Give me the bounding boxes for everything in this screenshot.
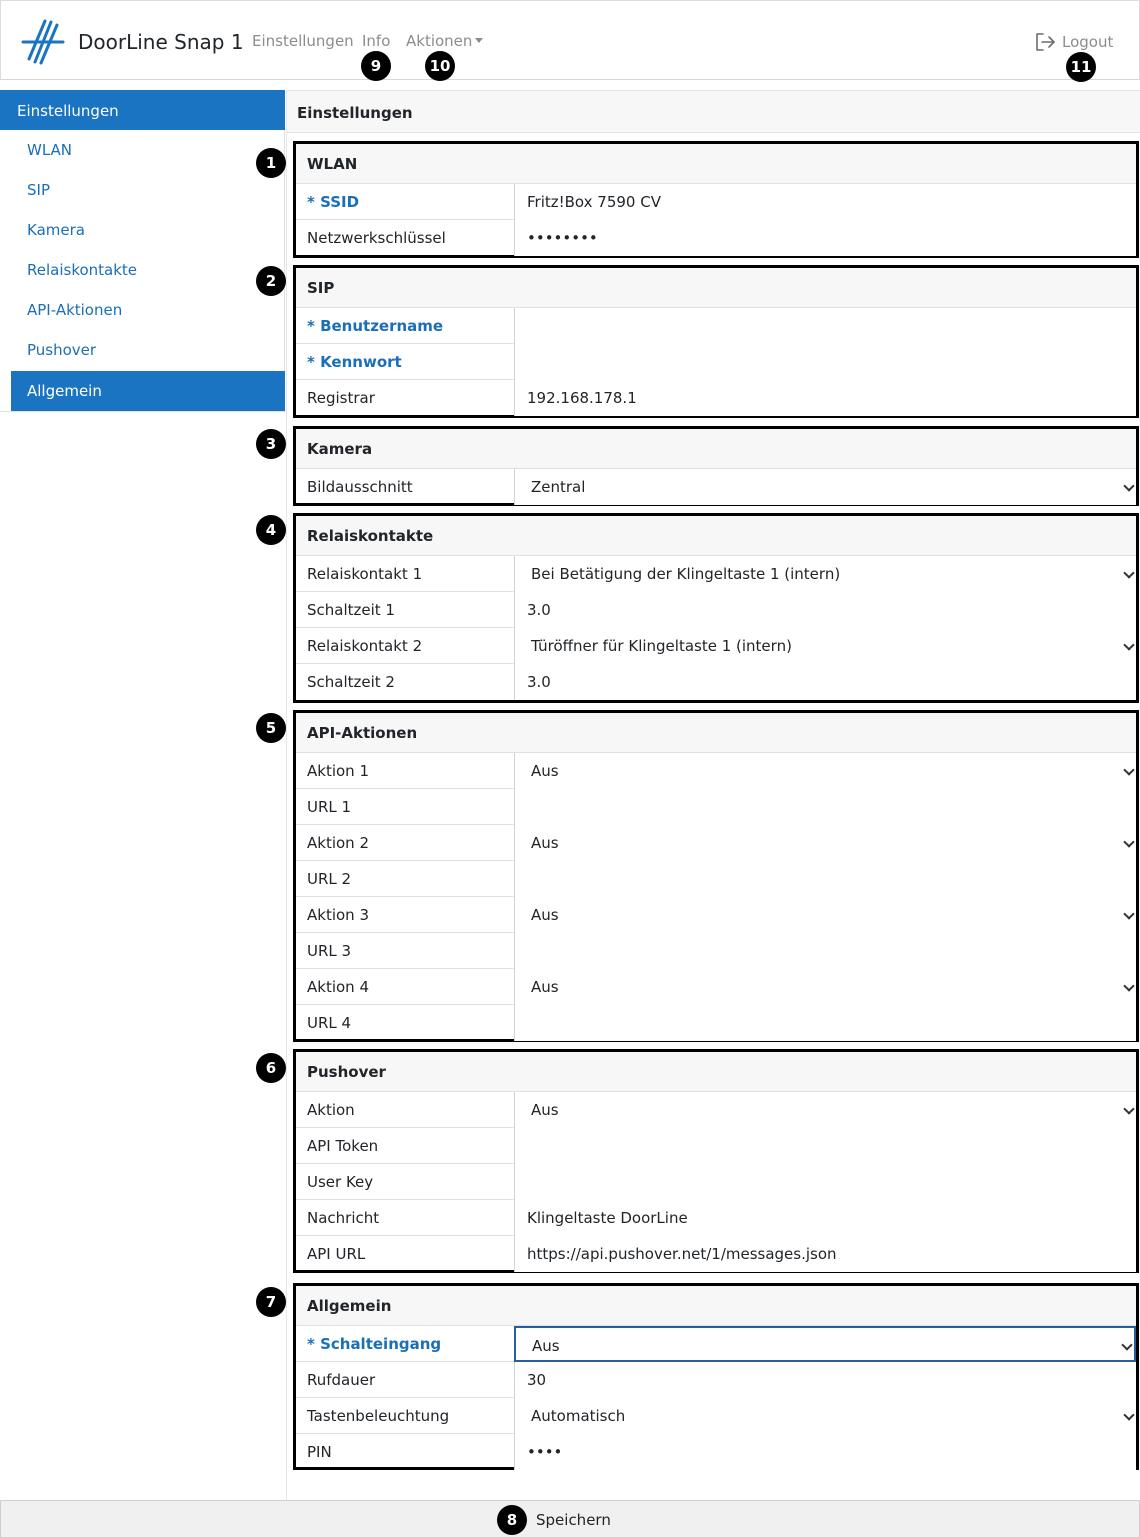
sidebar-item-pushover[interactable]: Pushover [27, 341, 97, 359]
form-row-url-1 [296, 789, 1136, 825]
username-label: * Benutzername [307, 317, 444, 335]
action-2-select[interactable] [514, 825, 1136, 861]
password-input[interactable] [514, 344, 1136, 380]
ssid-label: * SSID [307, 193, 360, 211]
switch-time-1-input[interactable]: 3.0 [514, 592, 1136, 628]
registrar-input[interactable]: 192.168.178.1 [514, 380, 1136, 416]
pin-input[interactable]: •••• [514, 1434, 1136, 1470]
registrar-label: Registrar [307, 389, 375, 407]
switch-input-label: * Schalteingang [307, 1335, 442, 1353]
save-button[interactable]: Speichern [536, 1511, 611, 1529]
action-1-value: Aus [531, 762, 559, 780]
message-label: Nachricht [307, 1209, 380, 1227]
relay-1-value: Bei Betätigung der Klingeltaste 1 (intern) [531, 565, 841, 583]
form-row-switch-time-1 [296, 592, 1136, 628]
caret-down-icon [475, 38, 483, 43]
logout-icon [1034, 31, 1056, 53]
brand-name[interactable]: DoorLine Snap 1 [78, 30, 244, 54]
pushover-action-value: Aus [531, 1101, 559, 1119]
chevron-down-icon [1123, 908, 1134, 919]
section-allgemein [293, 1283, 1139, 1470]
relay-2-select[interactable] [514, 628, 1136, 664]
doorline-logo-icon[interactable] [21, 19, 65, 65]
form-row-action-1 [296, 753, 1136, 789]
chevron-down-icon [1123, 480, 1134, 491]
section-sip [293, 265, 1139, 418]
sidebar [0, 90, 285, 412]
action-4-select[interactable] [514, 969, 1136, 1005]
sidebar-item-relaiskontakte[interactable]: Relaiskontakte [27, 261, 138, 279]
form-row-pin [296, 1434, 1136, 1470]
action-3-label: Aktion 3 [307, 906, 369, 924]
pushover-action-label: Aktion [307, 1101, 355, 1119]
section-title: Relaiskontakte [296, 516, 1136, 556]
form-row-relay-2 [296, 628, 1136, 664]
section-title: Pushover [296, 1052, 1136, 1092]
nav-settings[interactable]: Einstellungen [252, 32, 354, 50]
callout-marker: 11 [1066, 52, 1096, 82]
navbar [0, 0, 1140, 80]
switch-time-2-input[interactable]: 3.0 [514, 664, 1136, 700]
url-4-label: URL 4 [307, 1014, 352, 1032]
url-1-label: URL 1 [307, 798, 352, 816]
network-key-input[interactable]: •••••••• [514, 220, 1136, 256]
form-row-password [296, 344, 1136, 380]
sidebar-item-wlan[interactable]: WLAN [27, 141, 73, 159]
action-2-label: Aktion 2 [307, 834, 369, 852]
form-row-registrar [296, 380, 1136, 416]
form-row-ssid [296, 184, 1136, 220]
chevron-down-icon [1123, 1103, 1134, 1114]
form-row-action-3 [296, 897, 1136, 933]
switch-time-1-label: Schaltzeit 1 [307, 601, 395, 619]
sidebar-header[interactable]: Einstellungen [0, 90, 285, 130]
chevron-down-icon [1123, 980, 1134, 991]
username-input[interactable] [514, 308, 1136, 344]
form-row-switch-input [296, 1326, 1136, 1362]
relay-1-label: Relaiskontakt 1 [307, 565, 423, 583]
action-3-select[interactable] [514, 897, 1136, 933]
form-row-network-key [296, 220, 1136, 256]
section-title: WLAN [296, 144, 1136, 184]
section-relaiskontakte [293, 513, 1139, 703]
callout-marker: 7 [256, 1287, 286, 1317]
network-key-label: Netzwerkschlüssel [307, 229, 446, 247]
form-row-message [296, 1200, 1136, 1236]
section-pushover [293, 1049, 1139, 1273]
pin-label: PIN [307, 1443, 332, 1461]
nav-actions-dropdown[interactable] [406, 32, 483, 50]
callout-marker: 1 [256, 148, 286, 178]
chevron-down-icon [1123, 764, 1134, 775]
sidebar-item-allgemein[interactable]: Allgemein [11, 371, 285, 411]
form-row-action-2 [296, 825, 1136, 861]
chevron-down-icon [1123, 567, 1134, 578]
crop-value: Zentral [531, 478, 586, 496]
sidebar-item-sip[interactable]: SIP [27, 181, 50, 199]
message-input[interactable]: Klingeltaste DoorLine [514, 1200, 1136, 1236]
user-key-input[interactable] [514, 1164, 1136, 1200]
api-url-input[interactable]: https://api.pushover.net/1/messages.json [514, 1236, 1136, 1272]
page-title: Einstellungen [287, 90, 1140, 133]
api-url-label: API URL [307, 1245, 366, 1263]
button-light-value: Automatisch [531, 1407, 626, 1425]
form-row-button-light [296, 1398, 1136, 1434]
user-key-label: User Key [307, 1173, 374, 1191]
ring-duration-label: Rufdauer [307, 1371, 376, 1389]
form-row-switch-time-2 [296, 664, 1136, 700]
pushover-action-select[interactable] [514, 1092, 1136, 1128]
logout-button[interactable] [1034, 31, 1113, 53]
section-title: API-Aktionen [296, 713, 1136, 753]
crop-select[interactable] [514, 469, 1136, 505]
url-1-input[interactable] [514, 789, 1136, 825]
form-row-url-3 [296, 933, 1136, 969]
chevron-down-icon [1123, 836, 1134, 847]
callout-marker: 10 [425, 51, 455, 81]
password-label: * Kennwort [307, 353, 402, 371]
chevron-down-icon [1123, 1409, 1134, 1420]
section-wlan [293, 141, 1139, 258]
action-2-value: Aus [531, 834, 559, 852]
callout-marker: 4 [256, 515, 286, 545]
nav-info[interactable]: Info [362, 32, 391, 50]
form-row-crop [296, 469, 1136, 505]
url-2-label: URL 2 [307, 870, 352, 888]
callout-marker: 9 [361, 51, 391, 81]
section-title: Kamera [296, 429, 1136, 469]
button-light-select[interactable] [514, 1398, 1136, 1434]
chevron-down-icon [1123, 639, 1134, 650]
form-row-user-key [296, 1164, 1136, 1200]
callout-marker: 3 [256, 429, 286, 459]
form-row-pushover-action [296, 1092, 1136, 1128]
url-3-input[interactable] [514, 933, 1136, 969]
url-4-input[interactable] [514, 1005, 1136, 1041]
action-3-value: Aus [531, 906, 559, 924]
form-row-ring-duration [296, 1362, 1136, 1398]
section-kamera [293, 426, 1139, 506]
action-1-label: Aktion 1 [307, 762, 369, 780]
action-1-select[interactable] [514, 753, 1136, 789]
relay-2-value: Türöffner für Klingeltaste 1 (intern) [531, 637, 792, 655]
chevron-down-icon [1121, 1339, 1132, 1350]
callout-marker: 6 [256, 1053, 286, 1083]
form-row-url-4 [296, 1005, 1136, 1041]
url-3-label: URL 3 [307, 942, 352, 960]
sidebar-item-api-aktionen[interactable]: API-Aktionen [27, 301, 123, 319]
section-title: Allgemein [296, 1286, 1136, 1326]
ring-duration-input[interactable]: 30 [514, 1362, 1136, 1398]
section-title: SIP [296, 268, 1136, 308]
form-row-relay-1 [296, 556, 1136, 592]
button-light-label: Tastenbeleuchtung [307, 1407, 450, 1425]
section-api-aktionen [293, 710, 1139, 1042]
api-token-label: API Token [307, 1137, 379, 1155]
sidebar-item-kamera[interactable]: Kamera [27, 221, 85, 239]
api-token-input[interactable] [514, 1128, 1136, 1164]
nav-actions-label: Aktionen [406, 32, 473, 50]
url-2-input[interactable] [514, 861, 1136, 897]
action-4-label: Aktion 4 [307, 978, 369, 996]
form-row-action-4 [296, 969, 1136, 1005]
switch-input-select[interactable] [514, 1326, 1136, 1362]
form-row-api-url [296, 1236, 1136, 1272]
form-row-username [296, 308, 1136, 344]
crop-label: Bildausschnitt [307, 478, 413, 496]
callout-marker: 2 [256, 266, 286, 296]
relay-1-select[interactable] [514, 556, 1136, 592]
logout-label: Logout [1062, 33, 1114, 51]
ssid-input[interactable]: Fritz!Box 7590 CV [514, 184, 1136, 220]
callout-marker: 5 [256, 713, 286, 743]
switch-input-value: Aus [532, 1337, 560, 1355]
callout-marker: 8 [497, 1505, 527, 1535]
form-row-url-2 [296, 861, 1136, 897]
footer-bar [0, 1500, 1140, 1538]
form-row-api-token [296, 1128, 1136, 1164]
relay-2-label: Relaiskontakt 2 [307, 637, 423, 655]
switch-time-2-label: Schaltzeit 2 [307, 673, 395, 691]
action-4-value: Aus [531, 978, 559, 996]
